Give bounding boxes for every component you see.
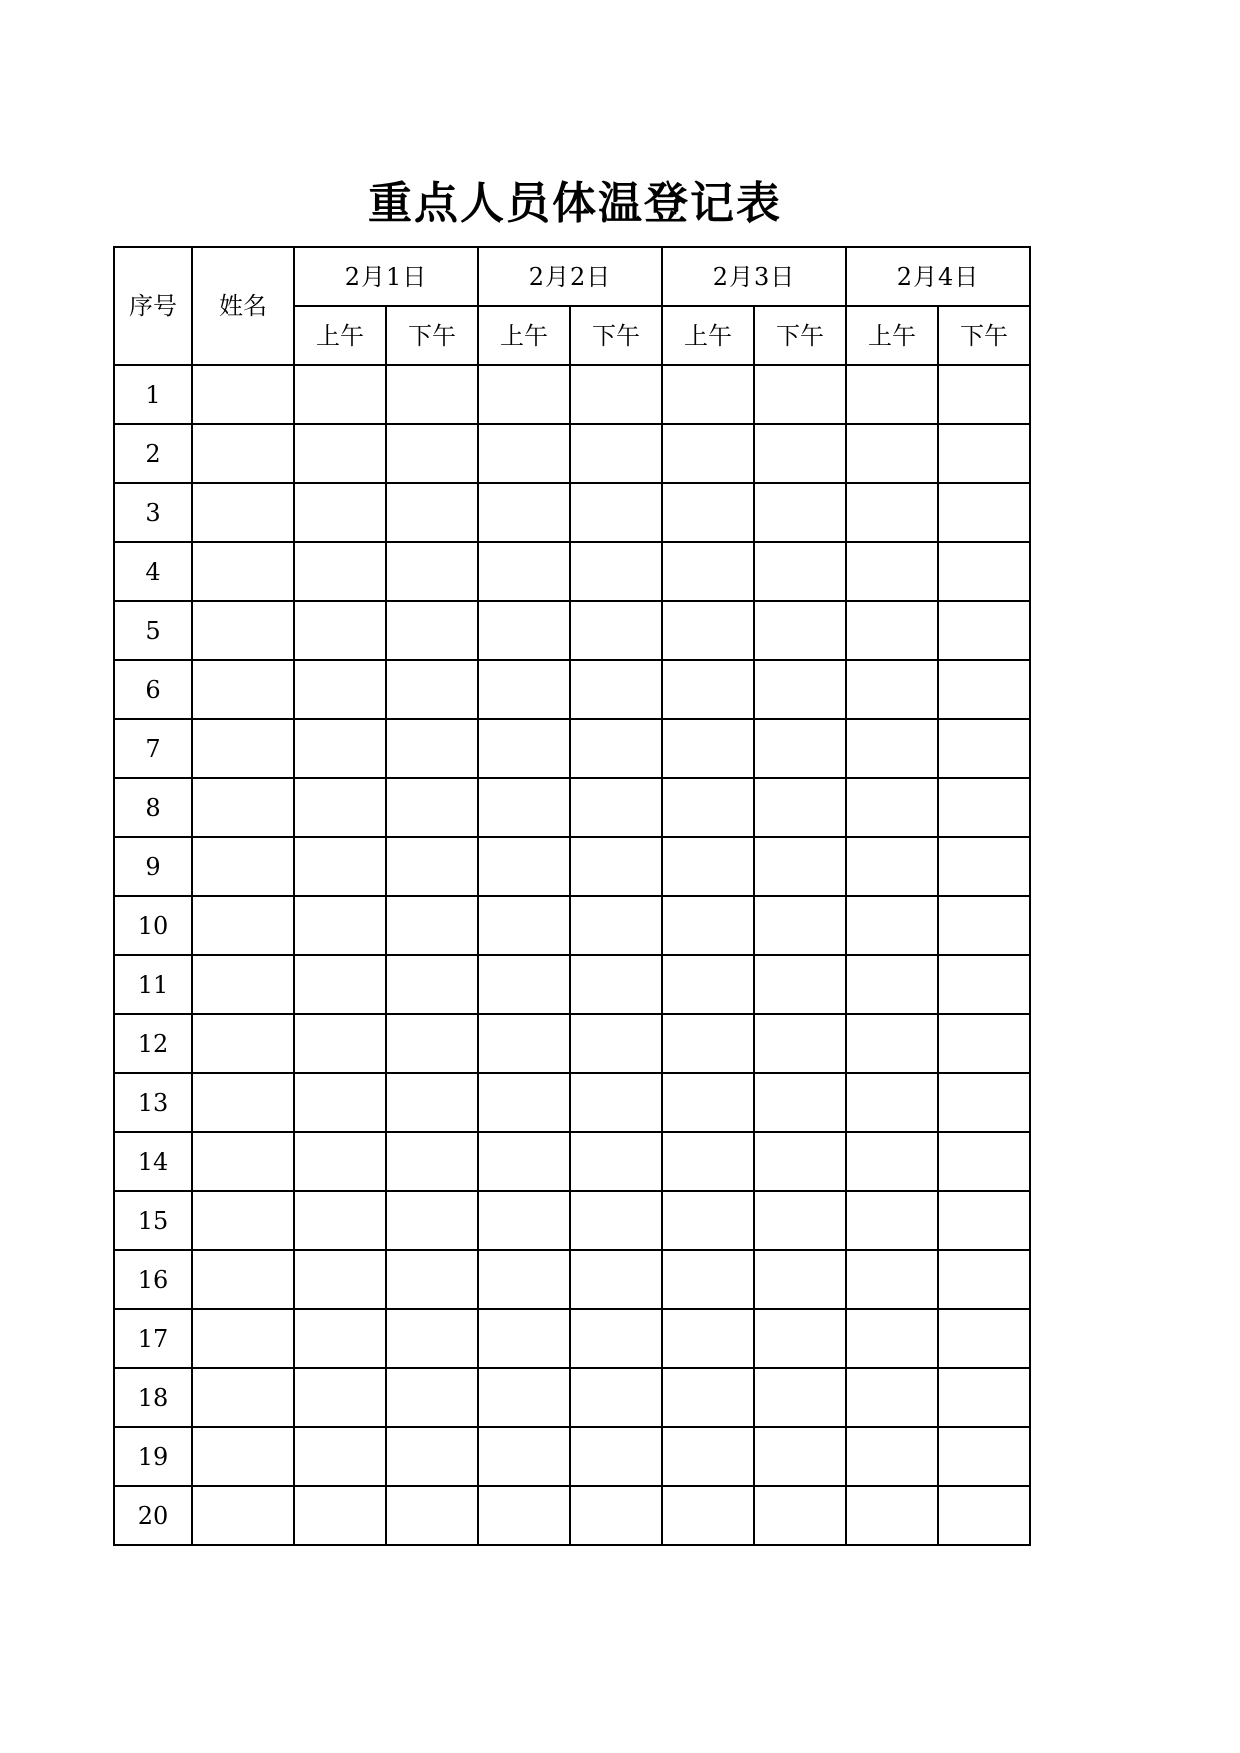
morning-temperature-cell[interactable] [478,955,570,1014]
afternoon-temperature-cell[interactable] [386,660,478,719]
name-cell[interactable] [192,1014,294,1073]
morning-temperature-cell[interactable] [662,1191,754,1250]
morning-temperature-cell[interactable] [846,1014,938,1073]
afternoon-temperature-cell[interactable] [570,1014,662,1073]
afternoon-temperature-cell[interactable] [570,719,662,778]
table-row [114,601,1030,660]
afternoon-temperature-cell[interactable] [754,542,846,601]
afternoon-temperature-cell[interactable] [570,483,662,542]
afternoon-temperature-cell[interactable] [754,1309,846,1368]
morning-temperature-cell[interactable] [294,955,386,1014]
header-morning: 上午 [662,306,754,365]
table-row [114,1014,1030,1073]
table-row [114,1486,1030,1545]
table-row [114,365,1030,424]
name-cell[interactable] [192,483,294,542]
name-cell[interactable] [192,601,294,660]
morning-temperature-cell[interactable] [662,896,754,955]
afternoon-temperature-cell[interactable] [386,778,478,837]
morning-temperature-cell[interactable] [662,601,754,660]
table-row [114,1427,1030,1486]
morning-temperature-cell[interactable] [846,719,938,778]
morning-temperature-cell[interactable] [478,601,570,660]
afternoon-temperature-cell[interactable] [938,837,1030,896]
morning-temperature-cell[interactable] [662,778,754,837]
morning-temperature-cell[interactable] [846,1486,938,1545]
morning-temperature-cell[interactable] [846,1132,938,1191]
table-row [114,778,1030,837]
seq-cell: 6 [114,660,192,719]
afternoon-temperature-cell[interactable] [386,1427,478,1486]
afternoon-temperature-cell[interactable] [386,542,478,601]
seq-cell: 11 [114,955,192,1014]
afternoon-temperature-cell[interactable] [570,542,662,601]
header-morning: 上午 [294,306,386,365]
afternoon-temperature-cell[interactable] [938,896,1030,955]
name-cell[interactable] [192,719,294,778]
afternoon-temperature-cell[interactable] [386,1486,478,1545]
morning-temperature-cell[interactable] [846,424,938,483]
morning-temperature-cell[interactable] [478,1368,570,1427]
header-name: 姓名 [192,247,294,365]
morning-temperature-cell[interactable] [846,1073,938,1132]
name-cell[interactable] [192,1368,294,1427]
morning-temperature-cell[interactable] [846,896,938,955]
afternoon-temperature-cell[interactable] [938,1486,1030,1545]
afternoon-temperature-cell[interactable] [938,1014,1030,1073]
afternoon-temperature-cell[interactable] [570,365,662,424]
afternoon-temperature-cell[interactable] [938,1368,1030,1427]
afternoon-temperature-cell[interactable] [754,1014,846,1073]
header-date: 2月4日 [846,247,1030,306]
afternoon-temperature-cell[interactable] [938,719,1030,778]
afternoon-temperature-cell[interactable] [570,1368,662,1427]
afternoon-temperature-cell[interactable] [938,483,1030,542]
name-cell[interactable] [192,1309,294,1368]
afternoon-temperature-cell[interactable] [386,1191,478,1250]
header-afternoon: 下午 [938,306,1030,365]
name-cell[interactable] [192,1427,294,1486]
morning-temperature-cell[interactable] [294,1250,386,1309]
afternoon-temperature-cell[interactable] [754,660,846,719]
morning-temperature-cell[interactable] [294,1191,386,1250]
table-row [114,660,1030,719]
afternoon-temperature-cell[interactable] [938,660,1030,719]
morning-temperature-cell[interactable] [478,660,570,719]
afternoon-temperature-cell[interactable] [386,837,478,896]
afternoon-temperature-cell[interactable] [754,1132,846,1191]
afternoon-temperature-cell[interactable] [386,955,478,1014]
table-row [114,1191,1030,1250]
afternoon-temperature-cell[interactable] [570,778,662,837]
seq-cell: 7 [114,719,192,778]
morning-temperature-cell[interactable] [846,1191,938,1250]
morning-temperature-cell[interactable] [662,1368,754,1427]
morning-temperature-cell[interactable] [294,601,386,660]
afternoon-temperature-cell[interactable] [570,1427,662,1486]
morning-temperature-cell[interactable] [662,1073,754,1132]
morning-temperature-cell[interactable] [662,955,754,1014]
afternoon-temperature-cell[interactable] [938,1309,1030,1368]
afternoon-temperature-cell[interactable] [754,1191,846,1250]
seq-cell: 20 [114,1486,192,1545]
header-morning: 上午 [846,306,938,365]
seq-cell: 13 [114,1073,192,1132]
temperature-register-table [113,246,1031,1546]
morning-temperature-cell[interactable] [662,719,754,778]
afternoon-temperature-cell[interactable] [386,601,478,660]
header-seq: 序号 [114,247,192,365]
morning-temperature-cell[interactable] [294,365,386,424]
afternoon-temperature-cell[interactable] [570,1073,662,1132]
morning-temperature-cell[interactable] [662,1132,754,1191]
seq-cell: 16 [114,1250,192,1309]
afternoon-temperature-cell[interactable] [386,365,478,424]
page-title: 重点人员体温登记表 [368,178,782,229]
morning-temperature-cell[interactable] [478,778,570,837]
morning-temperature-cell[interactable] [478,837,570,896]
seq-cell: 3 [114,483,192,542]
afternoon-temperature-cell[interactable] [938,1132,1030,1191]
morning-temperature-cell[interactable] [846,365,938,424]
morning-temperature-cell[interactable] [478,719,570,778]
morning-temperature-cell[interactable] [846,660,938,719]
morning-temperature-cell[interactable] [294,483,386,542]
afternoon-temperature-cell[interactable] [754,1486,846,1545]
seq-cell: 17 [114,1309,192,1368]
morning-temperature-cell[interactable] [846,483,938,542]
header-afternoon: 下午 [386,306,478,365]
afternoon-temperature-cell[interactable] [938,1427,1030,1486]
name-cell[interactable] [192,660,294,719]
afternoon-temperature-cell[interactable] [570,1250,662,1309]
morning-temperature-cell[interactable] [478,1073,570,1132]
name-cell[interactable] [192,1073,294,1132]
morning-temperature-cell[interactable] [478,1191,570,1250]
morning-temperature-cell[interactable] [294,1014,386,1073]
afternoon-temperature-cell[interactable] [754,719,846,778]
afternoon-temperature-cell[interactable] [938,365,1030,424]
name-cell[interactable] [192,955,294,1014]
seq-cell: 14 [114,1132,192,1191]
name-cell[interactable] [192,1250,294,1309]
morning-temperature-cell[interactable] [478,483,570,542]
afternoon-temperature-cell[interactable] [570,424,662,483]
morning-temperature-cell[interactable] [662,1250,754,1309]
table-row [114,1073,1030,1132]
afternoon-temperature-cell[interactable] [570,660,662,719]
morning-temperature-cell[interactable] [662,1309,754,1368]
name-cell[interactable] [192,542,294,601]
morning-temperature-cell[interactable] [294,1486,386,1545]
header-date: 2月2日 [478,247,662,306]
table-row [114,1250,1030,1309]
afternoon-temperature-cell[interactable] [570,1309,662,1368]
table-row [114,1309,1030,1368]
table-row [114,1368,1030,1427]
afternoon-temperature-cell[interactable] [386,1073,478,1132]
morning-temperature-cell[interactable] [478,365,570,424]
morning-temperature-cell[interactable] [478,1132,570,1191]
afternoon-temperature-cell[interactable] [386,1250,478,1309]
afternoon-temperature-cell[interactable] [570,896,662,955]
table-row [114,542,1030,601]
morning-temperature-cell[interactable] [846,955,938,1014]
seq-cell: 19 [114,1427,192,1486]
afternoon-temperature-cell[interactable] [754,778,846,837]
name-cell[interactable] [192,896,294,955]
afternoon-temperature-cell[interactable] [754,601,846,660]
morning-temperature-cell[interactable] [478,542,570,601]
afternoon-temperature-cell[interactable] [754,1427,846,1486]
morning-temperature-cell[interactable] [846,542,938,601]
name-cell[interactable] [192,424,294,483]
morning-temperature-cell[interactable] [294,1427,386,1486]
morning-temperature-cell[interactable] [662,424,754,483]
morning-temperature-cell[interactable] [846,1250,938,1309]
morning-temperature-cell[interactable] [294,896,386,955]
name-cell[interactable] [192,365,294,424]
morning-temperature-cell[interactable] [662,837,754,896]
afternoon-temperature-cell[interactable] [938,424,1030,483]
afternoon-temperature-cell[interactable] [570,1132,662,1191]
afternoon-temperature-cell[interactable] [754,896,846,955]
seq-cell: 9 [114,837,192,896]
afternoon-temperature-cell[interactable] [386,424,478,483]
afternoon-temperature-cell[interactable] [570,837,662,896]
seq-cell: 5 [114,601,192,660]
header-morning: 上午 [478,306,570,365]
morning-temperature-cell[interactable] [846,1427,938,1486]
seq-cell: 4 [114,542,192,601]
afternoon-temperature-cell[interactable] [570,601,662,660]
header-row-dates [114,247,1030,306]
morning-temperature-cell[interactable] [662,660,754,719]
afternoon-temperature-cell[interactable] [570,955,662,1014]
morning-temperature-cell[interactable] [294,1073,386,1132]
morning-temperature-cell[interactable] [294,1309,386,1368]
table-row [114,483,1030,542]
afternoon-temperature-cell[interactable] [938,955,1030,1014]
morning-temperature-cell[interactable] [294,1132,386,1191]
table-row [114,896,1030,955]
morning-temperature-cell[interactable] [478,424,570,483]
seq-cell: 10 [114,896,192,955]
table-row [114,955,1030,1014]
afternoon-temperature-cell[interactable] [386,1368,478,1427]
afternoon-temperature-cell[interactable] [938,542,1030,601]
name-cell[interactable] [192,1132,294,1191]
afternoon-temperature-cell[interactable] [754,483,846,542]
afternoon-temperature-cell[interactable] [754,837,846,896]
afternoon-temperature-cell[interactable] [570,1486,662,1545]
afternoon-temperature-cell[interactable] [754,365,846,424]
morning-temperature-cell[interactable] [478,1486,570,1545]
afternoon-temperature-cell[interactable] [386,896,478,955]
morning-temperature-cell[interactable] [846,837,938,896]
morning-temperature-cell[interactable] [478,1309,570,1368]
morning-temperature-cell[interactable] [478,896,570,955]
morning-temperature-cell[interactable] [294,778,386,837]
morning-temperature-cell[interactable] [846,1368,938,1427]
morning-temperature-cell[interactable] [478,1427,570,1486]
seq-cell: 8 [114,778,192,837]
name-cell[interactable] [192,1486,294,1545]
morning-temperature-cell[interactable] [294,542,386,601]
seq-cell: 15 [114,1191,192,1250]
afternoon-temperature-cell[interactable] [386,1132,478,1191]
morning-temperature-cell[interactable] [846,778,938,837]
morning-temperature-cell[interactable] [294,719,386,778]
afternoon-temperature-cell[interactable] [570,1191,662,1250]
header-date: 2月1日 [294,247,478,306]
name-cell[interactable] [192,1191,294,1250]
afternoon-temperature-cell[interactable] [386,1309,478,1368]
table-row [114,424,1030,483]
morning-temperature-cell[interactable] [662,365,754,424]
afternoon-temperature-cell[interactable] [754,955,846,1014]
morning-temperature-cell[interactable] [662,1486,754,1545]
name-cell[interactable] [192,778,294,837]
seq-cell: 18 [114,1368,192,1427]
seq-cell: 12 [114,1014,192,1073]
afternoon-temperature-cell[interactable] [386,719,478,778]
afternoon-temperature-cell[interactable] [754,1073,846,1132]
morning-temperature-cell[interactable] [478,1250,570,1309]
afternoon-temperature-cell[interactable] [754,1368,846,1427]
name-cell[interactable] [192,837,294,896]
morning-temperature-cell[interactable] [294,837,386,896]
morning-temperature-cell[interactable] [662,1014,754,1073]
table-row [114,1132,1030,1191]
header-afternoon: 下午 [570,306,662,365]
morning-temperature-cell[interactable] [294,424,386,483]
afternoon-temperature-cell[interactable] [938,601,1030,660]
afternoon-temperature-cell[interactable] [938,1250,1030,1309]
afternoon-temperature-cell[interactable] [938,1073,1030,1132]
morning-temperature-cell[interactable] [662,542,754,601]
table-row [114,719,1030,778]
morning-temperature-cell[interactable] [662,483,754,542]
morning-temperature-cell[interactable] [662,1427,754,1486]
afternoon-temperature-cell[interactable] [938,1191,1030,1250]
afternoon-temperature-cell[interactable] [938,778,1030,837]
afternoon-temperature-cell[interactable] [754,424,846,483]
header-date: 2月3日 [662,247,846,306]
morning-temperature-cell[interactable] [478,1014,570,1073]
morning-temperature-cell[interactable] [846,1309,938,1368]
morning-temperature-cell[interactable] [294,1368,386,1427]
morning-temperature-cell[interactable] [294,660,386,719]
seq-cell: 1 [114,365,192,424]
table-row [114,837,1030,896]
header-afternoon: 下午 [754,306,846,365]
afternoon-temperature-cell[interactable] [386,1014,478,1073]
afternoon-temperature-cell[interactable] [386,483,478,542]
seq-cell: 2 [114,424,192,483]
morning-temperature-cell[interactable] [846,601,938,660]
afternoon-temperature-cell[interactable] [754,1250,846,1309]
